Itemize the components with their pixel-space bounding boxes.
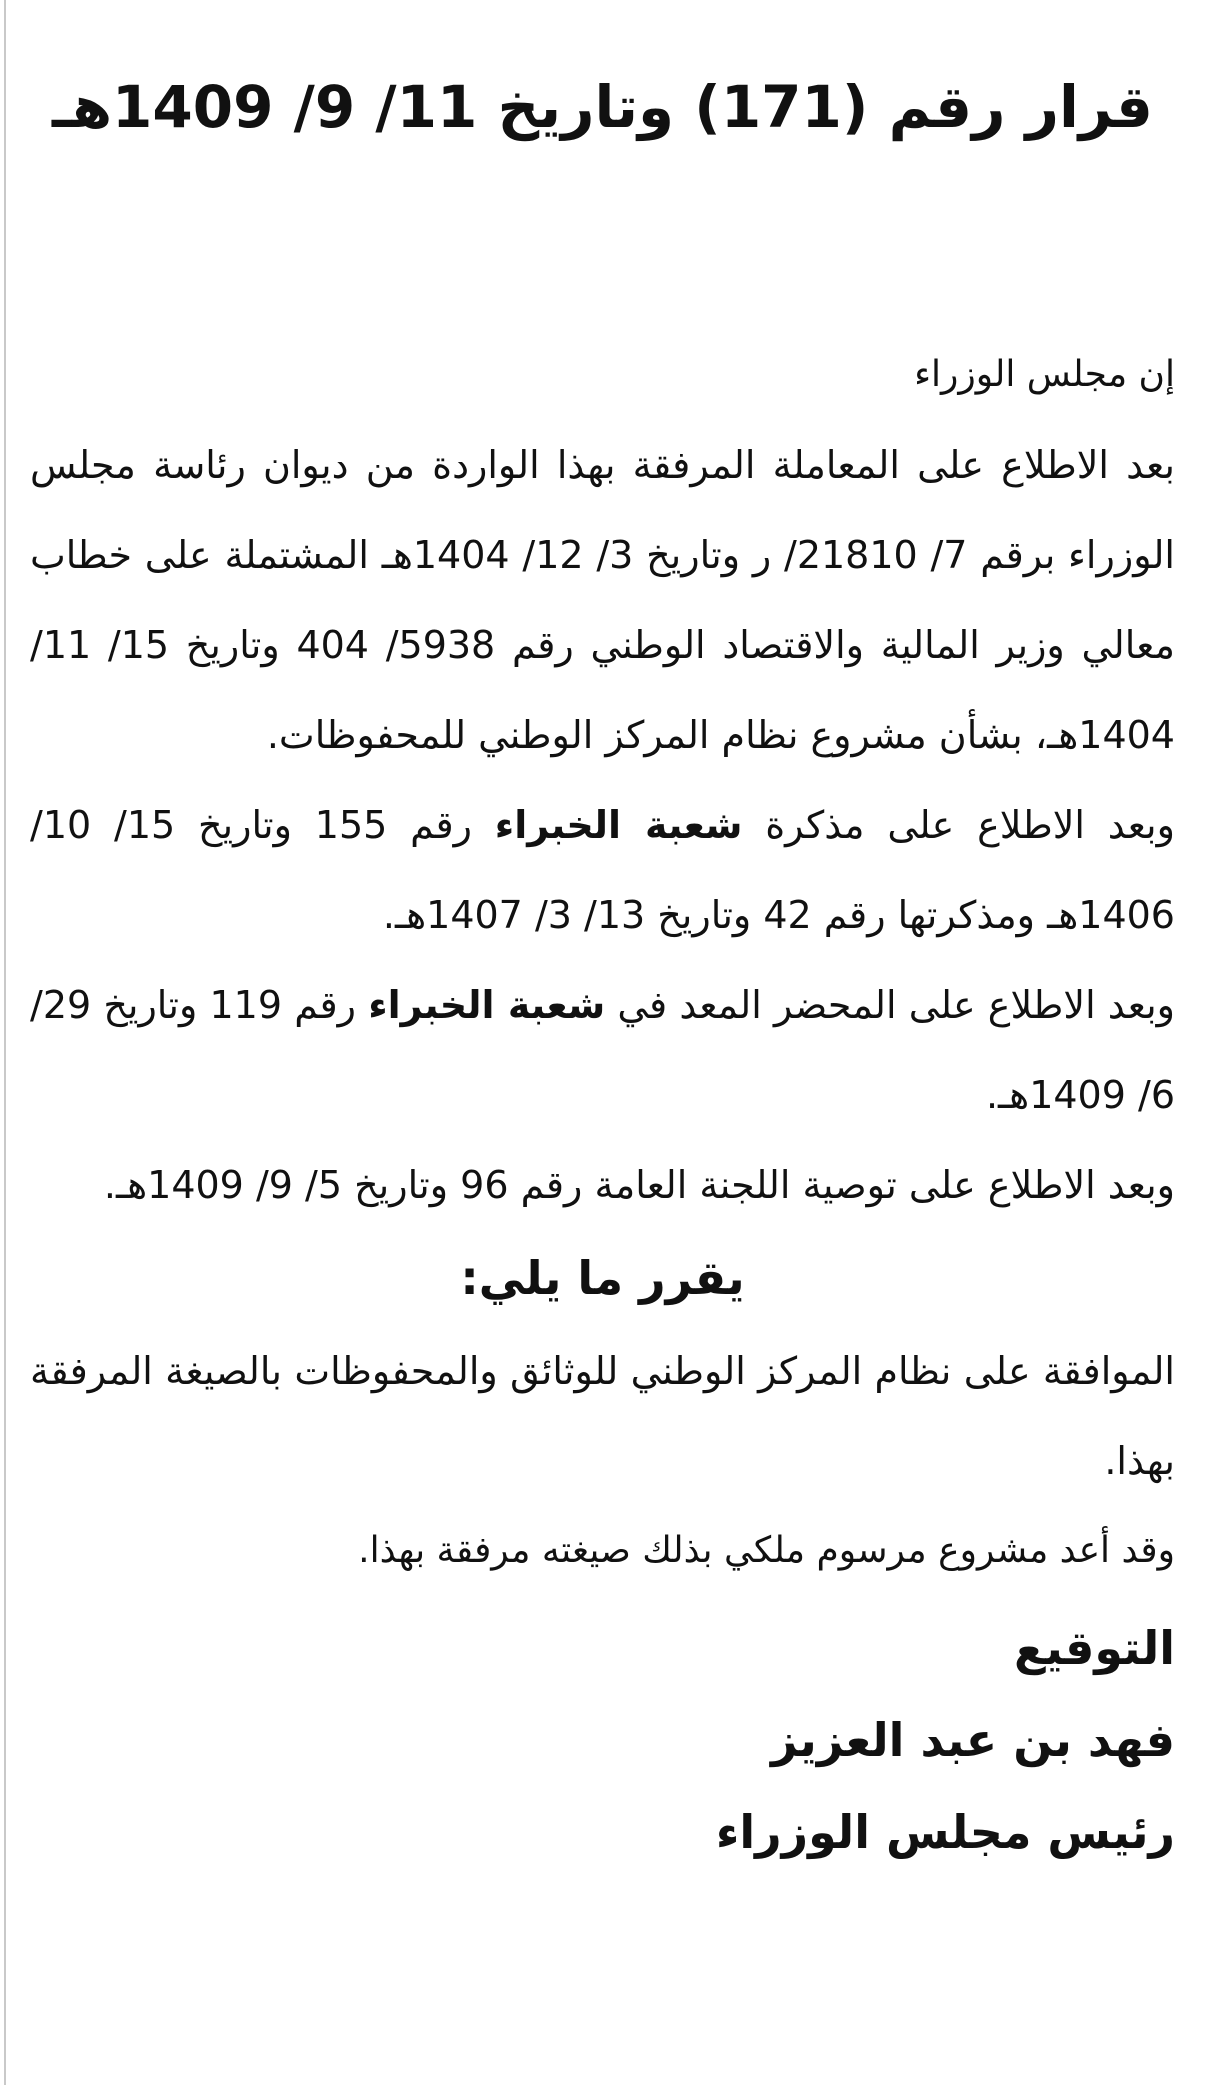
document-body: [30, 330, 1175, 1878]
paragraph-4: وبعد الاطلاع على توصية اللجنة العامة رقم 96 وتاريخ 5/ 9/ 1409هـ.: [103, 1163, 1175, 1207]
paragraph-3-text-start: وبعد الاطلاع على المحضر المعد في: [605, 983, 1176, 1027]
paragraph-3-text-end: رقم 119 وتاريخ 29/ 6/ 1409هـ.: [30, 983, 1175, 1117]
paragraph-2-text-start: وبعد الاطلاع على مذكرة: [742, 803, 1175, 847]
paragraph-2-bold-term: شعبة الخبراء: [494, 803, 743, 847]
paragraph-1: بعد الاطلاع على المعاملة المرفقة بهذا الواردة من ديوان رئاسة مجلس الوزراء برقم 7/ 21810/ ر وتاريخ 3/ 12/ 1404هـ المشتملة على خطاب معالي وزير المالية والاقتصاد الوطني رقم 5938/ 404 وتاريخ 15/ 11/ 1404هـ، بشأن مشروع نظام المركز الوطني للمحفوظات.: [30, 443, 1175, 757]
signature-label: التوقيع: [1014, 1621, 1175, 1675]
decree-heading: يقرر ما يلي:: [460, 1251, 745, 1305]
signatory-name: فهد بن عبد العزيز: [770, 1713, 1175, 1767]
closing-note: وقد أعد مشروع مرسوم ملكي بذلك صيغته مرفقة بهذا.: [358, 1530, 1175, 1571]
signature-block: [30, 1602, 1175, 1878]
paragraph-2: [30, 780, 1175, 960]
page-left-border: [4, 0, 6, 2085]
signatory-position: رئيس مجلس الوزراء: [715, 1805, 1175, 1859]
paragraph-3-bold-term: شعبة الخبراء: [368, 983, 606, 1027]
paragraph-2-text-end: رقم 155 وتاريخ 15/ 10/ 1406هـ ومذكرتها رقم 42 وتاريخ 13/ 3/ 1407هـ.: [30, 803, 1175, 937]
decision-text: الموافقة على نظام المركز الوطني للوثائق والمحفوظات بالصيغة المرفقة بهذا.: [30, 1349, 1175, 1483]
paragraph-3: [30, 960, 1175, 1140]
decision-title: قرار رقم (171) وتاريخ 11/ 9/ 1409هـ: [52, 73, 1153, 141]
opening-line: إن مجلس الوزراء: [914, 354, 1175, 395]
